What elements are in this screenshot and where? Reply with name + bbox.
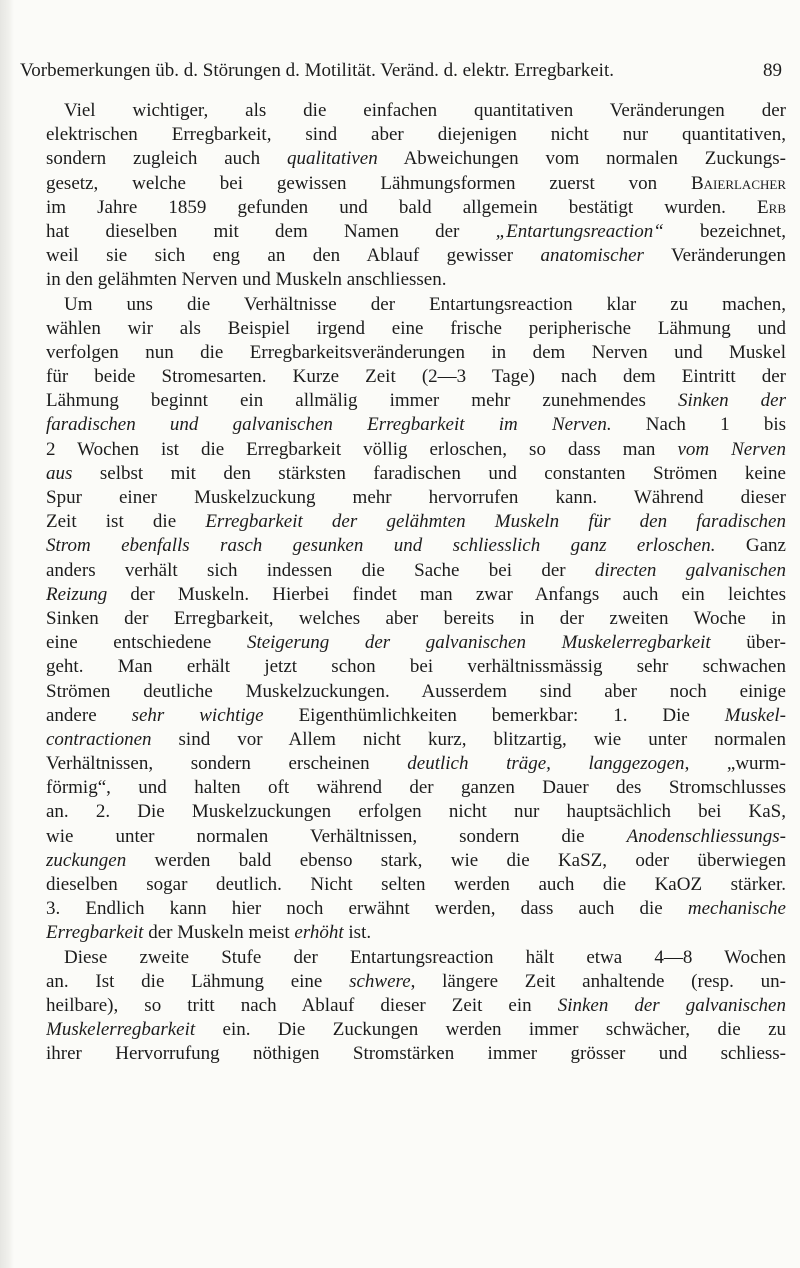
text-line: Lähmung beginnt ein allmälig immer mehr zunehmendes Sinken der (46, 390, 786, 412)
text-line: für beide Stromesarten. Kurze Zeit (2—3 Tage) nach dem Eintritt der (46, 366, 786, 388)
text-line: Erregbarkeit der Muskeln meist erhöht ist. (46, 922, 372, 944)
text-line: Reizung der Muskeln. Hierbei findet man zwar Anfangs auch ein leichtes (46, 583, 786, 605)
running-head-title: Vorbemerkungen üb. d. Störungen d. Motilität. Veränd. d. elektr. Erregbarkeit. (20, 60, 614, 81)
text-line: wie unter normalen Verhältnissen, sondern die Anodenschliessungs- (46, 825, 786, 847)
text-line: Spur einer Muskelzuckung mehr hervorrufen kann. Während dieser (46, 487, 786, 508)
text-line: Muskelerregbarkeit ein. Die Zuckungen werden immer schwächer, die zu (46, 1019, 786, 1041)
text-line: contractionen sind vor Allem nicht kurz, blitzartig, wie unter normalen (46, 728, 786, 750)
page-gutter-shadow (0, 0, 14, 1268)
text-line: wählen wir als Beispiel irgend eine frische peripherische Lähmung und (46, 317, 786, 339)
text-line: in den gelähmten Nerven und Muskeln anschliessen. (46, 269, 447, 291)
text-line: förmig“, und halten oft während der ganzen Dauer des Stromschlusses (46, 777, 786, 799)
text-line: geht. Man erhält jetzt schon bei verhältnissmässig sehr schwachen (46, 656, 786, 678)
text-line: an. 2. Die Muskelzuckungen erfolgen nicht nur hauptsächlich bei KaS, (46, 801, 786, 823)
text-line: Diese zweite Stufe der Entartungsreaction hält etwa 4—8 Wochen (64, 946, 786, 968)
text-line: Strömen deutliche Muskelzuckungen. Ausserdem sind aber noch einige (46, 680, 786, 702)
text-line: Viel wichtiger, als die einfachen quantitativen Veränderungen der (64, 100, 786, 121)
page-number: 89 (763, 60, 782, 81)
text-line: faradischen und galvanischen Erregbarkeit im Nerven. Nach 1 bis (46, 414, 786, 436)
text-line: Um uns die Verhältnisse der Entartungsreaction klar zu machen, (64, 293, 786, 315)
text-line: eine entschiedene Steigerung der galvanischen Muskelerregbarkeit über- (46, 632, 786, 654)
text-line: verfolgen nun die Erregbarkeitsveränderungen in dem Nerven und Muskel (46, 341, 786, 363)
text-line: elektrischen Erregbarkeit, sind aber diejenigen nicht nur quantitativen, (46, 124, 786, 146)
text-line: hat dieselben mit dem Namen der „Entartungsreaction“ bezeichnet, (46, 220, 786, 242)
text-line: aus selbst mit den stärksten faradischen und constanten Strömen keine (46, 462, 786, 484)
text-line: heilbare), so tritt nach Ablauf dieser Zeit ein Sinken der galvanischen (46, 994, 786, 1016)
body-text (46, 99, 786, 1067)
text-line: Verhältnissen, sondern erscheinen deutlich träge, langgezogen, „wurm- (46, 753, 786, 775)
text-line: zuckungen werden bald ebenso stark, wie die KaSZ, oder überwiegen (46, 849, 786, 871)
text-line: anders verhält sich indessen die Sache bei der directen galvanischen (46, 559, 786, 581)
text-line: andere sehr wichtige Eigenthümlichkeiten bemerkbar: 1. Die Muskel- (46, 704, 786, 726)
text-line: 3. Endlich kann hier noch erwähnt werden, dass auch die mechanische (46, 898, 786, 920)
text-line: Strom ebenfalls rasch gesunken und schliesslich ganz erloschen. Ganz (46, 535, 786, 557)
text-line: weil sie sich eng an den Ablauf gewisser anatomischer Veränderungen (46, 245, 786, 267)
text-line: 2 Wochen ist die Erregbarkeit völlig erloschen, so dass man vom Nerven (46, 438, 786, 460)
text-line: gesetz, welche bei gewissen Lähmungsformen zuerst von Baierlacher (46, 172, 786, 194)
text-line: an. Ist die Lähmung eine schwere, längere Zeit anhaltende (resp. un- (46, 970, 786, 992)
text-line: im Jahre 1859 gefunden und bald allgemein bestätigt wurden. Erb (46, 196, 786, 218)
text-line: Sinken der Erregbarkeit, welches aber bereits in der zweiten Woche in (46, 607, 786, 629)
text-line: dieselben sogar deutlich. Nicht selten werden auch die KaOZ stärker. (46, 874, 786, 895)
text-line: ihrer Hervorrufung nöthigen Stromstärken immer grösser und schliess- (46, 1043, 786, 1065)
text-line: sondern zugleich auch qualitativen Abweichungen vom normalen Zuckungs- (46, 148, 786, 170)
running-header (20, 60, 782, 90)
text-line: Zeit ist die Erregbarkeit der gelähmten Muskeln für den faradischen (46, 511, 786, 533)
